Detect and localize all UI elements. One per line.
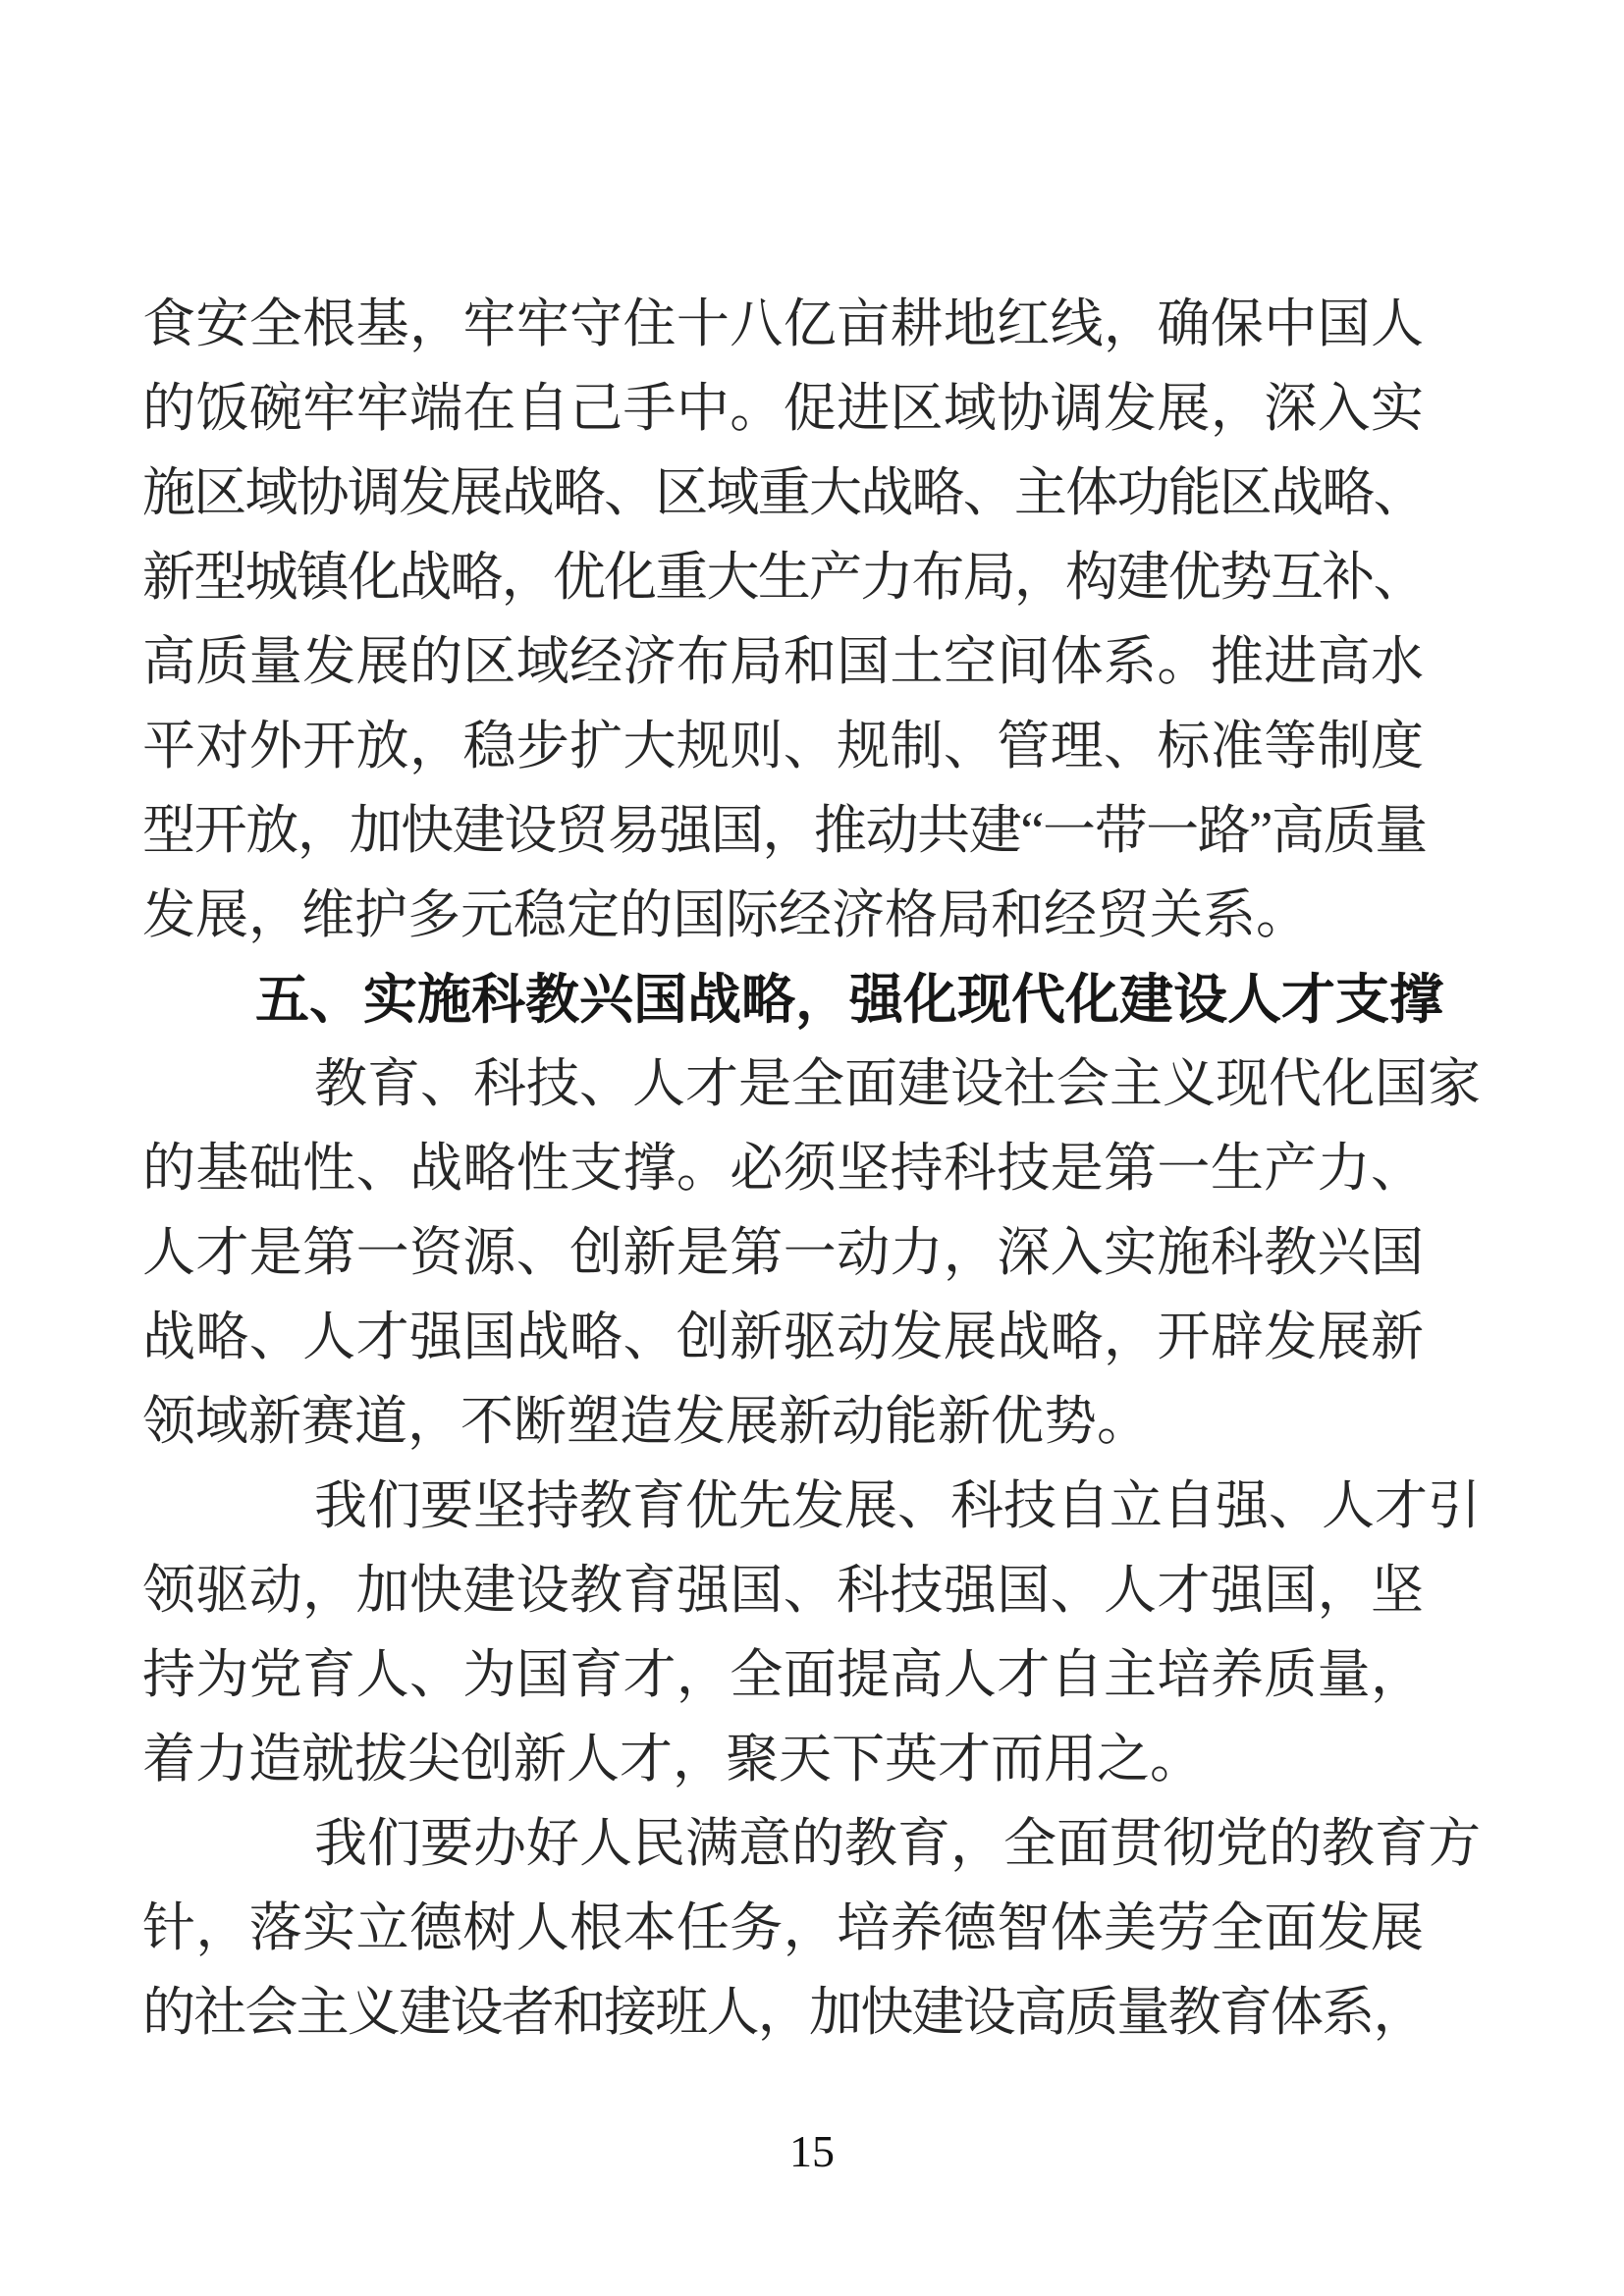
text-line: 型开放，加快建设贸易强国，推动共建“一带一路”高质量	[142, 801, 1424, 860]
text-line: 持为党育人、为国育才，全面提高人才自主培养质量，	[142, 1645, 1424, 1704]
text-line: 的基础性、战略性支撑。必须坚持科技是第一生产力、	[142, 1139, 1424, 1198]
text-line: 发展，维护多元稳定的国际经济格局和经贸关系。	[142, 885, 1309, 944]
text-line: 的饭碗牢牢端在自己手中。促进区域协调发展，深入实	[142, 379, 1424, 438]
text-line: 教育、科技、人才是全面建设社会主义现代化国家	[314, 1054, 1481, 1113]
text-line: 平对外开放，稳步扩大规则、规制、管理、标准等制度	[142, 717, 1424, 775]
text-line: 新型城镇化战略，优化重大生产力布局，构建优势互补、	[142, 548, 1424, 607]
text-line: 食安全根基，牢牢守住十八亿亩耕地红线，确保中国人	[142, 294, 1424, 353]
text-line: 我们要坚持教育优先发展、科技自立自强、人才引	[314, 1476, 1481, 1535]
page-number: 15	[789, 2126, 835, 2176]
text-block	[142, 282, 1481, 2055]
section-heading: 五、实施科教兴国战略，强化现代化建设人才支撑	[255, 969, 1444, 1030]
text-line: 的社会主义建设者和接班人，加快建设高质量教育体系，	[142, 1983, 1424, 2042]
text-line: 着力造就拔尖创新人才，聚天下英才而用之。	[142, 1730, 1203, 1789]
text-line: 领驱动，加快建设教育强国、科技强国、人才强国，坚	[142, 1561, 1424, 1620]
text-line: 高质量发展的区域经济布局和国土空间体系。推进高水	[142, 632, 1424, 691]
text-line: 领域新赛道，不断塑造发展新动能新优势。	[142, 1392, 1150, 1451]
text-line: 针，落实立德树人根本任务，培养德智体美劳全面发展	[142, 1898, 1424, 1957]
text-line: 战略、人才强国战略、创新驱动发展战略，开辟发展新	[142, 1308, 1424, 1366]
text-line: 我们要办好人民满意的教育，全面贯彻党的教育方	[314, 1814, 1481, 1873]
text-line: 人才是第一资源、创新是第一动力，深入实施科教兴国	[142, 1223, 1424, 1282]
text-line: 施区域协调发展战略、区域重大战略、主体功能区战略、	[142, 463, 1424, 522]
